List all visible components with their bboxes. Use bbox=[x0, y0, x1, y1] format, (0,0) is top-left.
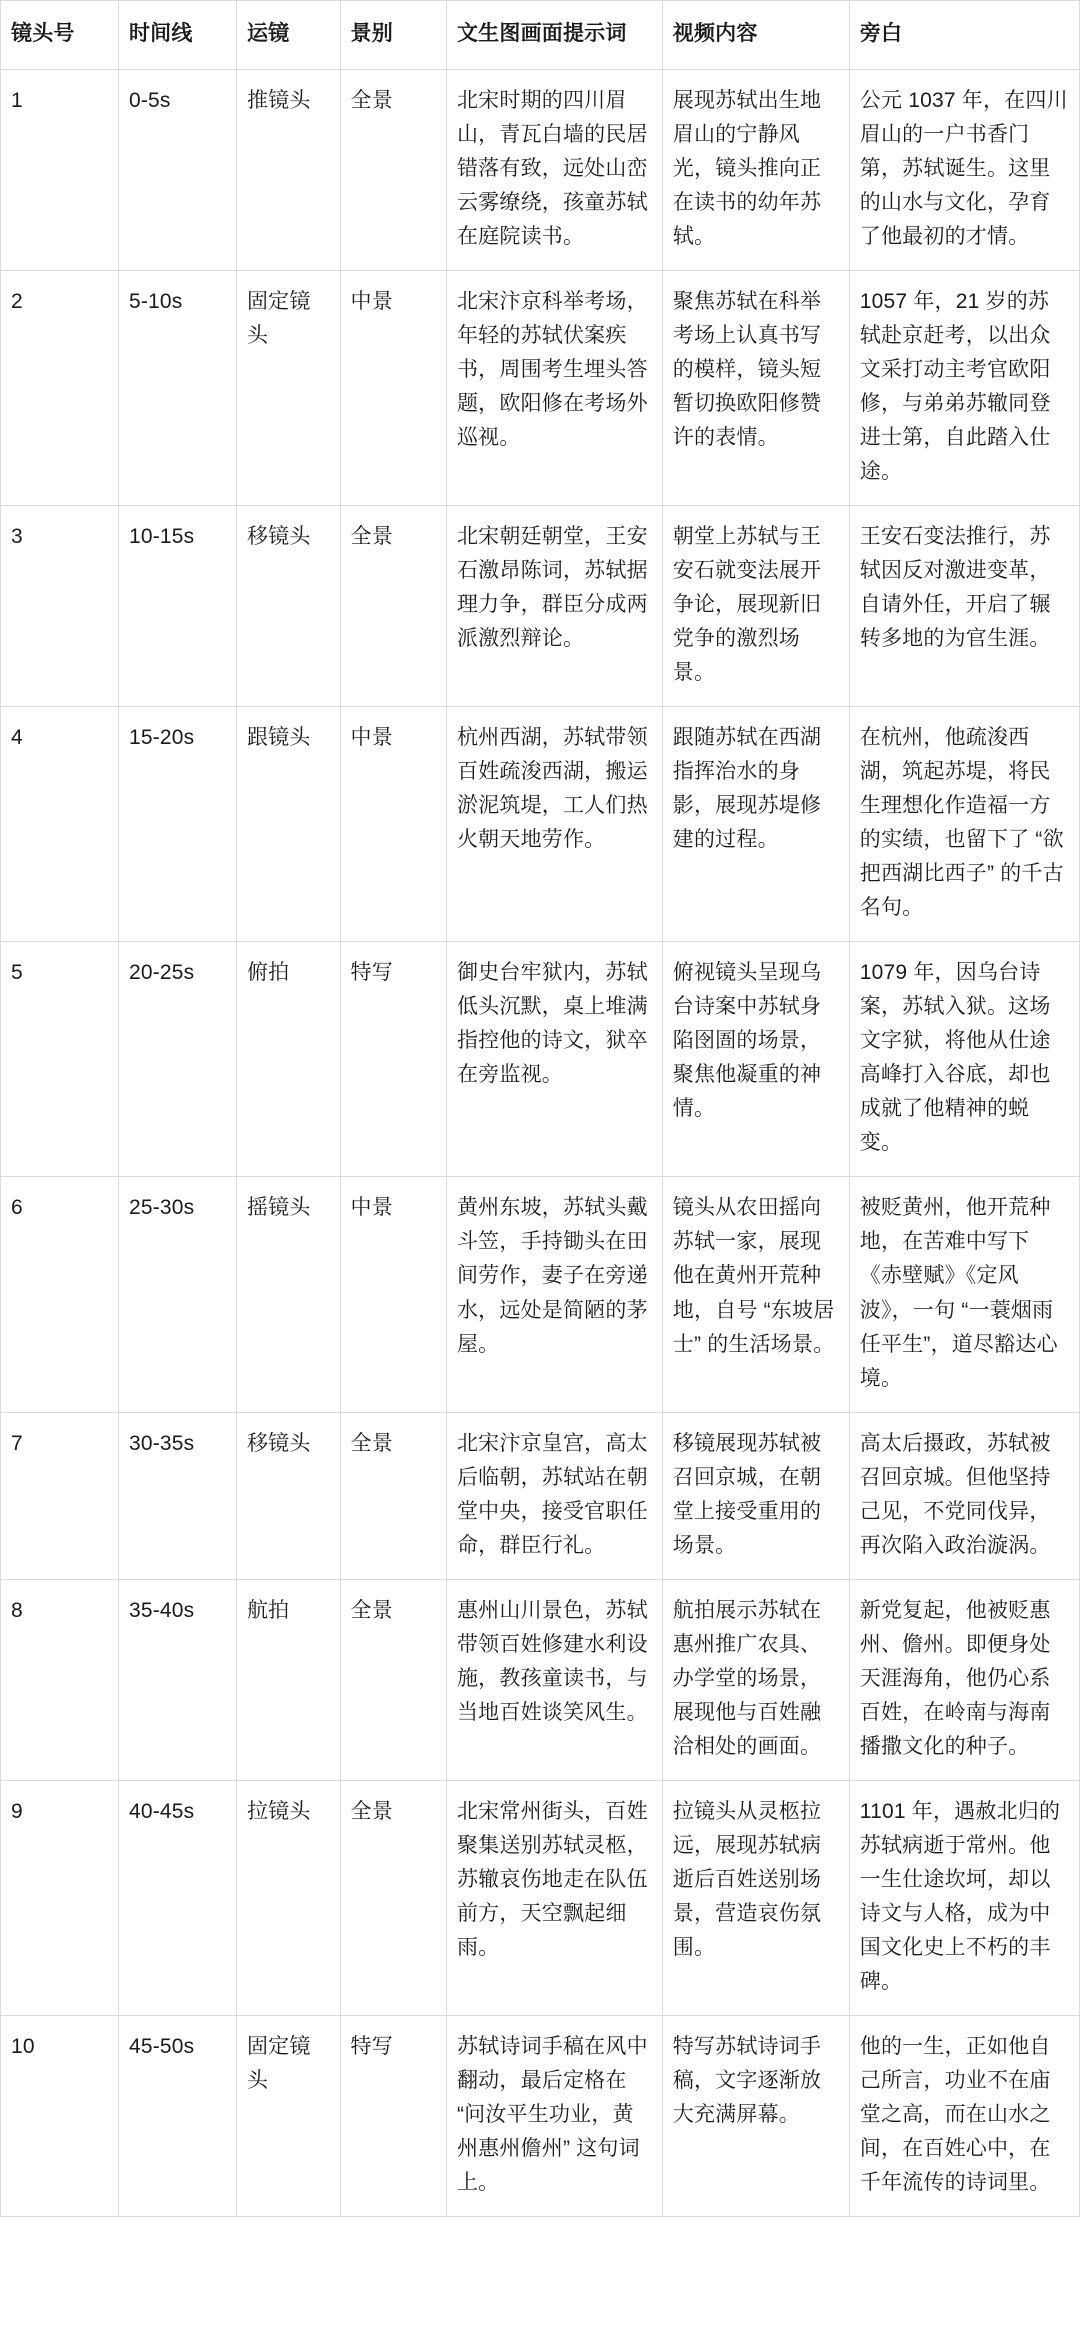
table-body bbox=[1, 70, 1080, 2217]
cell-shot-no: 7 bbox=[1, 1412, 119, 1579]
column-header-narration: 旁白 bbox=[849, 1, 1079, 70]
cell-shot-type: 中景 bbox=[340, 1177, 446, 1412]
cell-shot-type: 全景 bbox=[340, 1780, 446, 2015]
table-row bbox=[1, 506, 1080, 707]
table-row bbox=[1, 1780, 1080, 2015]
cell-timeline: 45-50s bbox=[118, 2015, 236, 2216]
cell-timeline: 20-25s bbox=[118, 942, 236, 1177]
table-row bbox=[1, 271, 1080, 506]
cell-video-content: 特写苏轼诗词手稿，文字逐渐放大充满屏幕。 bbox=[662, 2015, 849, 2216]
cell-narration: 新党复起，他被贬惠州、儋州。即便身处天涯海角，他仍心系百姓，在岭南与海南播撒文化的种子。 bbox=[849, 1579, 1079, 1780]
cell-prompt: 北宋朝廷朝堂，王安石激昂陈词，苏轼据理力争，群臣分成两派激烈辩论。 bbox=[446, 506, 662, 707]
cell-shot-no: 6 bbox=[1, 1177, 119, 1412]
cell-narration: 1101 年，遇赦北归的苏轼病逝于常州。他一生仕途坎坷，却以诗文与人格，成为中国文化史上不朽的丰碑。 bbox=[849, 1780, 1079, 2015]
cell-shot-type: 全景 bbox=[340, 506, 446, 707]
cell-narration: 1057 年，21 岁的苏轼赴京赶考，以出众文采打动主考官欧阳修，与弟弟苏辙同登进士第，自此踏入仕途。 bbox=[849, 271, 1079, 506]
cell-timeline: 40-45s bbox=[118, 1780, 236, 2015]
cell-video-content: 拉镜头从灵柩拉远，展现苏轼病逝后百姓送别场景，营造哀伤氛围。 bbox=[662, 1780, 849, 2015]
cell-shot-type: 全景 bbox=[340, 70, 446, 271]
cell-timeline: 35-40s bbox=[118, 1579, 236, 1780]
cell-camera-move: 固定镜头 bbox=[236, 271, 340, 506]
cell-shot-type: 特写 bbox=[340, 2015, 446, 2216]
cell-camera-move: 推镜头 bbox=[236, 70, 340, 271]
cell-video-content: 俯视镜头呈现乌台诗案中苏轼身陷囹圄的场景，聚焦他凝重的神情。 bbox=[662, 942, 849, 1177]
table-row bbox=[1, 2015, 1080, 2216]
cell-video-content: 聚焦苏轼在科举考场上认真书写的模样，镜头短暂切换欧阳修赞许的表情。 bbox=[662, 271, 849, 506]
cell-shot-no: 3 bbox=[1, 506, 119, 707]
table-header bbox=[1, 1, 1080, 70]
column-header-shot-type: 景别 bbox=[340, 1, 446, 70]
cell-camera-move: 固定镜头 bbox=[236, 2015, 340, 2216]
cell-narration: 公元 1037 年，在四川眉山的一户书香门第，苏轼诞生。这里的山水与文化，孕育了他最初的才情。 bbox=[849, 70, 1079, 271]
cell-prompt: 北宋常州街头，百姓聚集送别苏轼灵柩，苏辙哀伤地走在队伍前方，天空飘起细雨。 bbox=[446, 1780, 662, 2015]
cell-camera-move: 移镜头 bbox=[236, 1412, 340, 1579]
cell-camera-move: 俯拍 bbox=[236, 942, 340, 1177]
cell-shot-no: 8 bbox=[1, 1579, 119, 1780]
cell-video-content: 移镜展现苏轼被召回京城，在朝堂上接受重用的场景。 bbox=[662, 1412, 849, 1579]
cell-shot-no: 1 bbox=[1, 70, 119, 271]
cell-shot-type: 中景 bbox=[340, 707, 446, 942]
cell-shot-no: 10 bbox=[1, 2015, 119, 2216]
table-row bbox=[1, 70, 1080, 271]
cell-shot-no: 5 bbox=[1, 942, 119, 1177]
cell-video-content: 朝堂上苏轼与王安石就变法展开争论，展现新旧党争的激烈场景。 bbox=[662, 506, 849, 707]
column-header-prompt: 文生图画面提示词 bbox=[446, 1, 662, 70]
cell-timeline: 5-10s bbox=[118, 271, 236, 506]
cell-prompt: 北宋时期的四川眉山，青瓦白墙的民居错落有致，远处山峦云雾缭绕，孩童苏轼在庭院读书。 bbox=[446, 70, 662, 271]
cell-narration: 在杭州，他疏浚西湖，筑起苏堤，将民生理想化作造福一方的实绩，也留下了 “欲把西湖比西子” 的千古名句。 bbox=[849, 707, 1079, 942]
column-header-timeline: 时间线 bbox=[118, 1, 236, 70]
cell-narration: 被贬黄州，他开荒种地，在苦难中写下《赤壁赋》《定风波》，一句 “一蓑烟雨任平生”，道尽豁达心境。 bbox=[849, 1177, 1079, 1412]
cell-shot-no: 4 bbox=[1, 707, 119, 942]
table-row bbox=[1, 942, 1080, 1177]
column-header-shot-no: 镜头号 bbox=[1, 1, 119, 70]
cell-shot-type: 中景 bbox=[340, 271, 446, 506]
column-header-camera-move: 运镜 bbox=[236, 1, 340, 70]
column-header-video-content: 视频内容 bbox=[662, 1, 849, 70]
cell-narration: 高太后摄政，苏轼被召回京城。但他坚持己见，不党同伐异，再次陷入政治漩涡。 bbox=[849, 1412, 1079, 1579]
cell-shot-no: 9 bbox=[1, 1780, 119, 2015]
table-row bbox=[1, 1579, 1080, 1780]
cell-camera-move: 拉镜头 bbox=[236, 1780, 340, 2015]
cell-narration: 他的一生，正如他自己所言，功业不在庙堂之高，而在山水之间，在百姓心中，在千年流传的诗词里。 bbox=[849, 2015, 1079, 2216]
cell-camera-move: 航拍 bbox=[236, 1579, 340, 1780]
cell-shot-no: 2 bbox=[1, 271, 119, 506]
cell-timeline: 25-30s bbox=[118, 1177, 236, 1412]
cell-prompt: 惠州山川景色，苏轼带领百姓修建水利设施，教孩童读书，与当地百姓谈笑风生。 bbox=[446, 1579, 662, 1780]
cell-prompt: 杭州西湖，苏轼带领百姓疏浚西湖，搬运淤泥筑堤，工人们热火朝天地劳作。 bbox=[446, 707, 662, 942]
cell-timeline: 0-5s bbox=[118, 70, 236, 271]
cell-timeline: 15-20s bbox=[118, 707, 236, 942]
cell-prompt: 御史台牢狱内，苏轼低头沉默，桌上堆满指控他的诗文，狱卒在旁监视。 bbox=[446, 942, 662, 1177]
table-row bbox=[1, 1412, 1080, 1579]
cell-video-content: 航拍展示苏轼在惠州推广农具、办学堂的场景，展现他与百姓融洽相处的画面。 bbox=[662, 1579, 849, 1780]
cell-prompt: 苏轼诗词手稿在风中翻动，最后定格在 “问汝平生功业，黄州惠州儋州” 这句词上。 bbox=[446, 2015, 662, 2216]
cell-video-content: 跟随苏轼在西湖指挥治水的身影，展现苏堤修建的过程。 bbox=[662, 707, 849, 942]
cell-timeline: 30-35s bbox=[118, 1412, 236, 1579]
cell-shot-type: 特写 bbox=[340, 942, 446, 1177]
table-row bbox=[1, 1177, 1080, 1412]
cell-video-content: 镜头从农田摇向苏轼一家，展现他在黄州开荒种地，自号 “东坡居士” 的生活场景。 bbox=[662, 1177, 849, 1412]
cell-prompt: 黄州东坡，苏轼头戴斗笠，手持锄头在田间劳作，妻子在旁递水，远处是简陋的茅屋。 bbox=[446, 1177, 662, 1412]
cell-camera-move: 跟镜头 bbox=[236, 707, 340, 942]
cell-shot-type: 全景 bbox=[340, 1412, 446, 1579]
cell-prompt: 北宋汴京皇宫，高太后临朝，苏轼站在朝堂中央，接受官职任命，群臣行礼。 bbox=[446, 1412, 662, 1579]
cell-narration: 1079 年，因乌台诗案，苏轼入狱。这场文字狱，将他从仕途高峰打入谷底，却也成就了他精神的蜕变。 bbox=[849, 942, 1079, 1177]
cell-video-content: 展现苏轼出生地眉山的宁静风光，镜头推向正在读书的幼年苏轼。 bbox=[662, 70, 849, 271]
table-row bbox=[1, 707, 1080, 942]
cell-narration: 王安石变法推行，苏轼因反对激进变革，自请外任，开启了辗转多地的为官生涯。 bbox=[849, 506, 1079, 707]
cell-timeline: 10-15s bbox=[118, 506, 236, 707]
table-header-row bbox=[1, 1, 1080, 70]
cell-prompt: 北宋汴京科举考场，年轻的苏轼伏案疾书，周围考生埋头答题，欧阳修在考场外巡视。 bbox=[446, 271, 662, 506]
cell-camera-move: 摇镜头 bbox=[236, 1177, 340, 1412]
cell-shot-type: 全景 bbox=[340, 1579, 446, 1780]
cell-camera-move: 移镜头 bbox=[236, 506, 340, 707]
